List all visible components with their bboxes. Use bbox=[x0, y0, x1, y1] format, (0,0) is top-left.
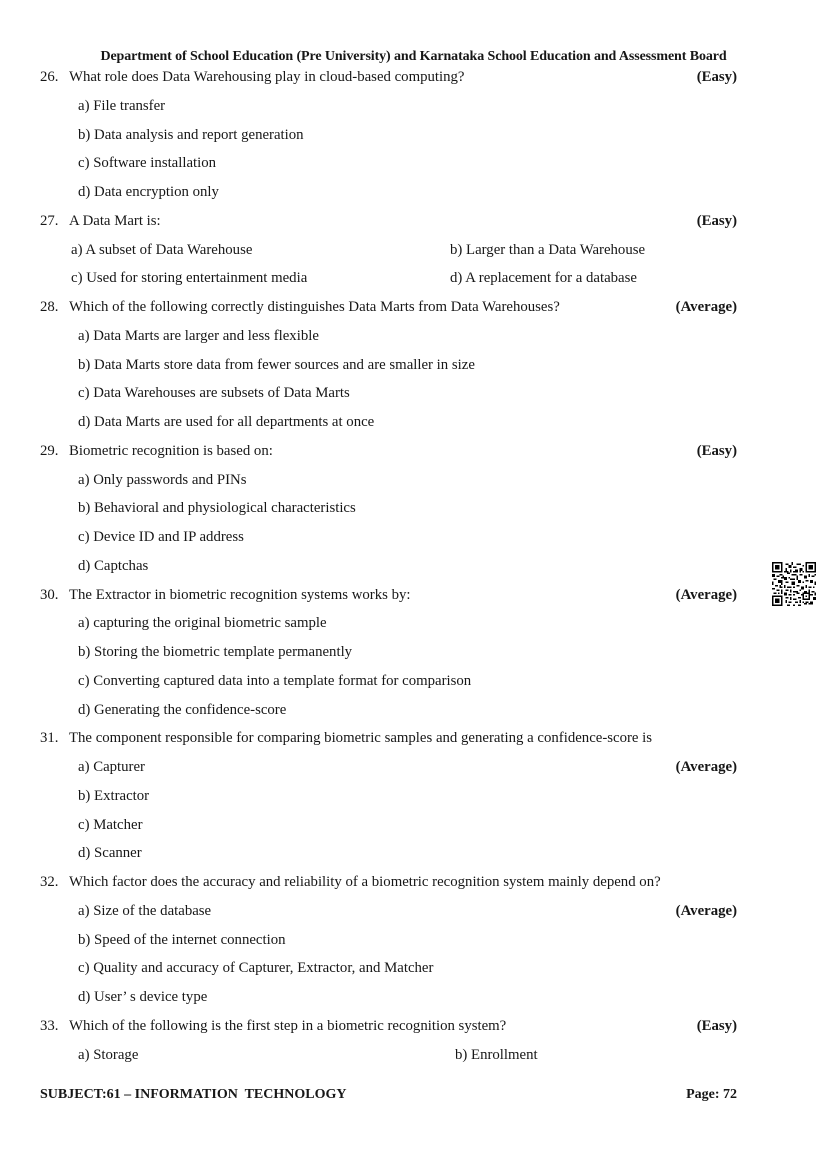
question-list bbox=[0, 69, 827, 1075]
question-27 bbox=[0, 213, 827, 242]
page-footer bbox=[40, 1087, 737, 1103]
option-row bbox=[0, 1047, 827, 1076]
option-b: b) Data Marts store data from fewer sources and are smaller in size bbox=[78, 356, 475, 373]
option-c: c) Software installation bbox=[78, 155, 217, 172]
option-b: b) Speed of the internet connection bbox=[78, 931, 286, 948]
question-text: What role does Data Warehousing play in cloud-based computing? bbox=[69, 69, 465, 85]
footer-page-number: Page: 72 bbox=[686, 1087, 737, 1102]
option-label: a) Size of the database bbox=[78, 902, 212, 919]
difficulty-badge: (Average) bbox=[675, 586, 737, 603]
option-b: b) Extractor bbox=[78, 787, 150, 804]
option-a: a) Data Marts are larger and less flexible bbox=[78, 327, 319, 344]
option-c: c) Used for storing entertainment media bbox=[71, 270, 308, 287]
question-text: Which of the following correctly distinguishes Data Marts from Data Warehouses? bbox=[69, 299, 560, 315]
difficulty-badge: (Average) bbox=[675, 759, 737, 775]
footer-subject: SUBJECT:61 – INFORMATION TECHNOLOGY bbox=[40, 1087, 347, 1102]
option-d: d) Captchas bbox=[78, 557, 149, 574]
option-a: a) A subset of Data Warehouse bbox=[71, 241, 253, 258]
option-a bbox=[0, 759, 827, 788]
option-b: b) Enrollment bbox=[455, 1046, 538, 1063]
question-33 bbox=[0, 1018, 827, 1047]
page-title: Department of School Education (Pre University) and Karnataka School Education and Assessment Board bbox=[100, 49, 727, 64]
option-label: a) Capturer bbox=[78, 759, 145, 775]
question-30 bbox=[0, 587, 827, 616]
question-number: 32. bbox=[40, 874, 59, 890]
difficulty-badge: (Easy) bbox=[696, 442, 737, 459]
difficulty-badge: (Easy) bbox=[696, 1017, 737, 1034]
difficulty-badge: (Average) bbox=[675, 299, 737, 315]
question-text: Which of the following is the first step in a biometric recognition system? bbox=[69, 1017, 507, 1034]
option-a bbox=[0, 903, 827, 932]
option-a: a) capturing the original biometric sample bbox=[78, 615, 327, 632]
option-d: d) User’ s device type bbox=[78, 989, 208, 1005]
option-c: c) Data Warehouses are subsets of Data Marts bbox=[78, 385, 350, 402]
option-b: b) Data analysis and report generation bbox=[78, 126, 304, 143]
question-number: 33. bbox=[40, 1017, 59, 1034]
question-text: A Data Mart is: bbox=[69, 212, 161, 229]
question-number: 27. bbox=[40, 212, 59, 229]
difficulty-badge: (Easy) bbox=[696, 212, 737, 229]
option-b: b) Behavioral and physiological characteristics bbox=[78, 500, 356, 517]
option-row bbox=[0, 242, 827, 271]
option-a: a) Only passwords and PINs bbox=[78, 471, 247, 488]
question-text: The Extractor in biometric recognition systems works by: bbox=[69, 586, 411, 603]
option-a: a) Storage bbox=[78, 1046, 139, 1063]
difficulty-badge: (Easy) bbox=[696, 69, 737, 85]
question-29 bbox=[0, 443, 827, 472]
option-d: d) Data encryption only bbox=[78, 184, 219, 200]
option-c: c) Converting captured data into a template format for comparison bbox=[78, 672, 472, 689]
question-text: The component responsible for comparing biometric samples and generating a confidence-score is bbox=[69, 730, 653, 747]
option-b: b) Storing the biometric template permanently bbox=[78, 644, 353, 660]
question-number: 26. bbox=[40, 69, 59, 85]
question-28 bbox=[0, 299, 827, 328]
question-number: 31. bbox=[40, 730, 59, 747]
question-text: Which factor does the accuracy and reliability of a biometric recognition system mainly depend on? bbox=[69, 874, 661, 890]
option-c: c) Quality and accuracy of Capturer, Extractor, and Matcher bbox=[78, 960, 434, 977]
question-number: 30. bbox=[40, 586, 59, 603]
question-32 bbox=[0, 874, 827, 903]
qr-code-icon bbox=[772, 562, 816, 606]
option-d: d) Generating the confidence-score bbox=[78, 701, 287, 718]
option-d: d) Data Marts are used for all departments at once bbox=[78, 414, 375, 430]
option-c: c) Matcher bbox=[78, 816, 143, 833]
question-31 bbox=[0, 730, 827, 759]
option-c: c) Device ID and IP address bbox=[78, 529, 244, 545]
question-number: 28. bbox=[40, 299, 59, 315]
question-number: 29. bbox=[40, 442, 59, 459]
option-d: d) A replacement for a database bbox=[450, 270, 637, 287]
option-row bbox=[0, 270, 827, 299]
question-26 bbox=[0, 69, 827, 98]
difficulty-badge: (Average) bbox=[675, 902, 737, 919]
option-a: a) File transfer bbox=[78, 97, 166, 114]
option-d: d) Scanner bbox=[78, 845, 142, 862]
option-b: b) Larger than a Data Warehouse bbox=[450, 241, 646, 258]
question-text: Biometric recognition is based on: bbox=[69, 442, 273, 459]
